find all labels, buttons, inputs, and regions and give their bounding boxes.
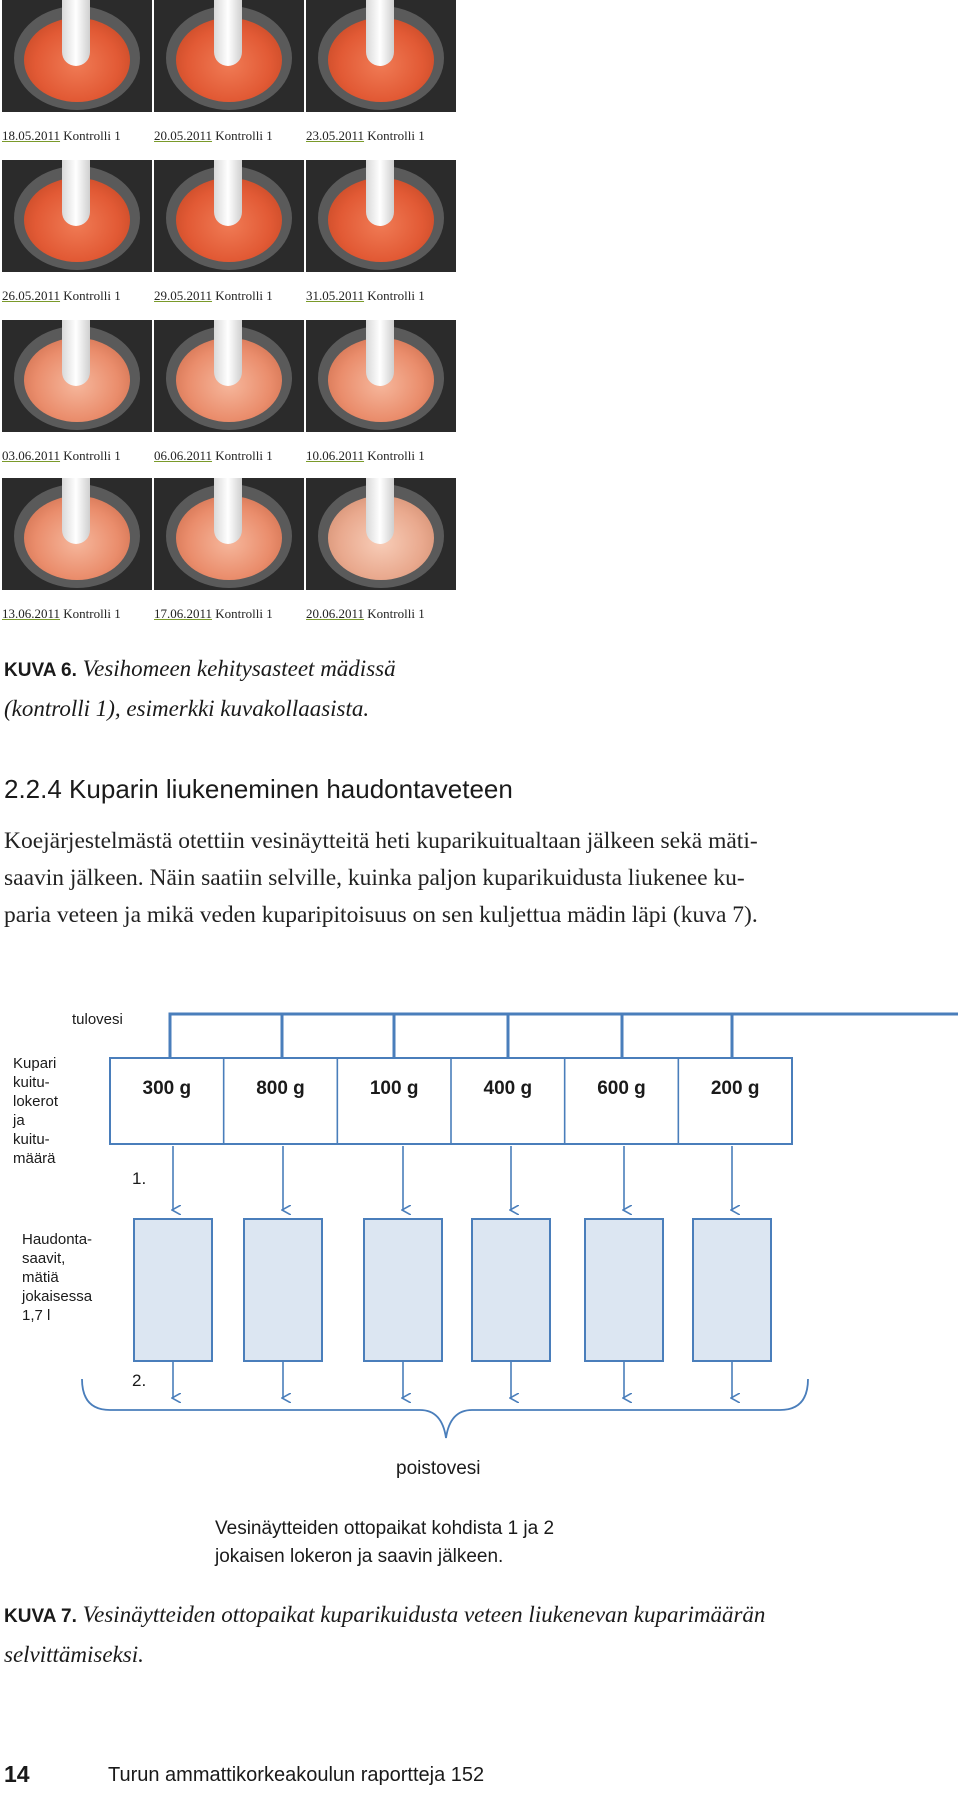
egg-tank-photo (306, 320, 456, 432)
caption-label: KUVA 6. (4, 660, 77, 681)
figure-caption-7 (4, 1596, 765, 1636)
inlet-pipe (366, 320, 394, 386)
section-heading: 2.2.4 Kuparin liukeneminen haudontaveteen (4, 774, 513, 804)
inlet-pipe (62, 478, 90, 544)
photo-date-label (306, 288, 456, 310)
paragraph-line: Koejärjestelmästä otettiin vesinäytteitä heti kuparikuitualtaan jälkeen sekä mäti- (4, 828, 758, 854)
photo-sample: Kontrolli 1 (215, 128, 273, 143)
incubation-tank (134, 1219, 212, 1361)
fiber-amount: 200 g (710, 1078, 760, 1099)
photo-sample: Kontrolli 1 (215, 448, 273, 463)
egg-tank-photo (154, 160, 304, 272)
photo-sample: Kontrolli 1 (63, 128, 121, 143)
photo-sample: Kontrolli 1 (215, 288, 273, 303)
flow-arrows-out (173, 1362, 732, 1398)
inlet-pipe (366, 160, 394, 226)
incubation-tanks (134, 1219, 771, 1361)
figure-caption-7-line2 (4, 1636, 144, 1674)
photo-date: 17.06.2011 (154, 606, 213, 621)
figure-caption-6-line2 (4, 690, 369, 728)
photo-sample: Kontrolli 1 (63, 606, 121, 621)
sampling-note: Vesinäytteiden ottopaikat kohdista 1 ja 2 (215, 1518, 555, 1539)
fiber-amount: 600 g (597, 1078, 646, 1099)
photo-date: 03.06.2011 (2, 448, 61, 463)
outflow-brace (82, 1379, 808, 1438)
inlet-pipe (62, 160, 90, 226)
photo-date-label (2, 448, 152, 470)
incubation-tank (364, 1219, 442, 1361)
sampling-point-1: 1. (132, 1169, 147, 1188)
sampling-point-2: 2. (132, 1371, 147, 1390)
tank-label (21, 1231, 93, 1324)
photo-date-label (306, 606, 456, 628)
publication-title: Turun ammattikorkeakoulun raportteja 152 (108, 1764, 485, 1786)
inlet-pipe (62, 0, 90, 66)
side-label-line: mätiä (22, 1269, 59, 1286)
outflow-label: poistovesi (396, 1458, 481, 1479)
egg-tank-photo (306, 478, 456, 590)
egg-tank-photo (306, 160, 456, 272)
caption-text: Vesinäytteiden ottopaikat kuparikuidusta veteen liukenevan kuparimäärän (82, 1602, 766, 1627)
inflow-pipe (170, 1014, 958, 1058)
egg-tank-photo (2, 160, 152, 272)
photo-sample: Kontrolli 1 (367, 128, 425, 143)
photo-date: 06.06.2011 (154, 448, 213, 463)
paragraph-line: saavin jälkeen. Näin saatiin selville, kuinka paljon kuparikuidusta liukenee ku- (4, 865, 745, 891)
photo-date-label (2, 606, 152, 628)
photo-date-label (154, 288, 304, 310)
page-number: 14 (4, 1761, 30, 1787)
photo-date-label (2, 128, 152, 150)
inlet-pipe (214, 320, 242, 386)
inlet-pipe (366, 0, 394, 66)
photo-date: 20.05.2011 (154, 128, 213, 143)
incubation-tank (585, 1219, 663, 1361)
photo-date-label (154, 606, 304, 628)
photo-sample: Kontrolli 1 (367, 606, 425, 621)
photo-sample: Kontrolli 1 (367, 448, 425, 463)
photo-date: 23.05.2011 (306, 128, 365, 143)
photo-date-label (306, 128, 456, 150)
egg-tank-photo (2, 478, 152, 590)
side-label-line: saavit, (22, 1250, 66, 1267)
side-label-line: määrä (13, 1150, 56, 1167)
side-label-line: 1,7 l (22, 1307, 51, 1324)
photo-date: 20.06.2011 (306, 606, 365, 621)
photo-sample: Kontrolli 1 (63, 288, 121, 303)
photo-date: 13.06.2011 (2, 606, 61, 621)
photo-date: 29.05.2011 (154, 288, 213, 303)
fiber-amount: 100 g (369, 1078, 419, 1099)
caption-text: selvittämiseksi. (4, 1642, 144, 1667)
egg-tank-photo (2, 0, 152, 112)
inlet-pipe (62, 320, 90, 386)
fiber-compartment-label (12, 1055, 59, 1167)
fiber-amount: 800 g (256, 1078, 305, 1099)
photo-date: 18.05.2011 (2, 128, 61, 143)
caption-text: Vesihomeen kehitysasteet mädissä (82, 656, 396, 681)
fiber-amount: 400 g (483, 1078, 533, 1099)
paragraph-line: paria veteen ja mikä veden kuparipitoisuus on sen kuljettua mädin läpi (kuva 7). (4, 902, 758, 928)
caption-label: KUVA 7. (4, 1606, 77, 1627)
side-label-line: kuitu- (13, 1074, 50, 1091)
side-label-line: Haudonta- (22, 1231, 93, 1248)
incubation-tank (472, 1219, 550, 1361)
inflow-drops (170, 1014, 732, 1058)
photo-date-label (2, 288, 152, 310)
egg-tank-photo (306, 0, 456, 112)
photo-date-label (154, 448, 304, 470)
inlet-pipe (214, 478, 242, 544)
photo-date: 31.05.2011 (306, 288, 365, 303)
egg-tank-photo (154, 320, 304, 432)
body-paragraph (4, 823, 956, 934)
side-label-line: lokerot (13, 1093, 59, 1110)
sampling-diagram (0, 1000, 960, 1580)
side-label-line: Kupari (13, 1055, 57, 1072)
sampling-note: jokaisen lokeron ja saavin jälkeen. (215, 1546, 504, 1567)
photo-collage (2, 0, 458, 636)
inlet-pipe (214, 160, 242, 226)
photo-sample: Kontrolli 1 (63, 448, 121, 463)
egg-tank-photo (154, 478, 304, 590)
figure-caption-6 (4, 650, 396, 690)
side-label-line: kuitu- (13, 1131, 50, 1148)
photo-date-label (154, 128, 304, 150)
inlet-pipe (366, 478, 394, 544)
egg-tank-photo (154, 0, 304, 112)
photo-date: 26.05.2011 (2, 288, 61, 303)
photo-sample: Kontrolli 1 (367, 288, 425, 303)
fiber-amount: 300 g (142, 1078, 192, 1099)
flow-arrows-to-tanks (173, 1146, 732, 1210)
egg-tank-photo (2, 320, 152, 432)
photo-sample: Kontrolli 1 (215, 606, 273, 621)
photo-date-label (306, 448, 456, 470)
caption-text: (kontrolli 1), esimerkki kuvakollaasista. (4, 696, 370, 721)
inflow-label: tulovesi (72, 1011, 123, 1028)
photo-date: 10.06.2011 (306, 448, 365, 463)
side-label-line: jokaisessa (22, 1288, 93, 1305)
side-label-line: ja (13, 1112, 25, 1129)
inlet-pipe (214, 0, 242, 66)
incubation-tank (693, 1219, 771, 1361)
incubation-tank (244, 1219, 322, 1361)
